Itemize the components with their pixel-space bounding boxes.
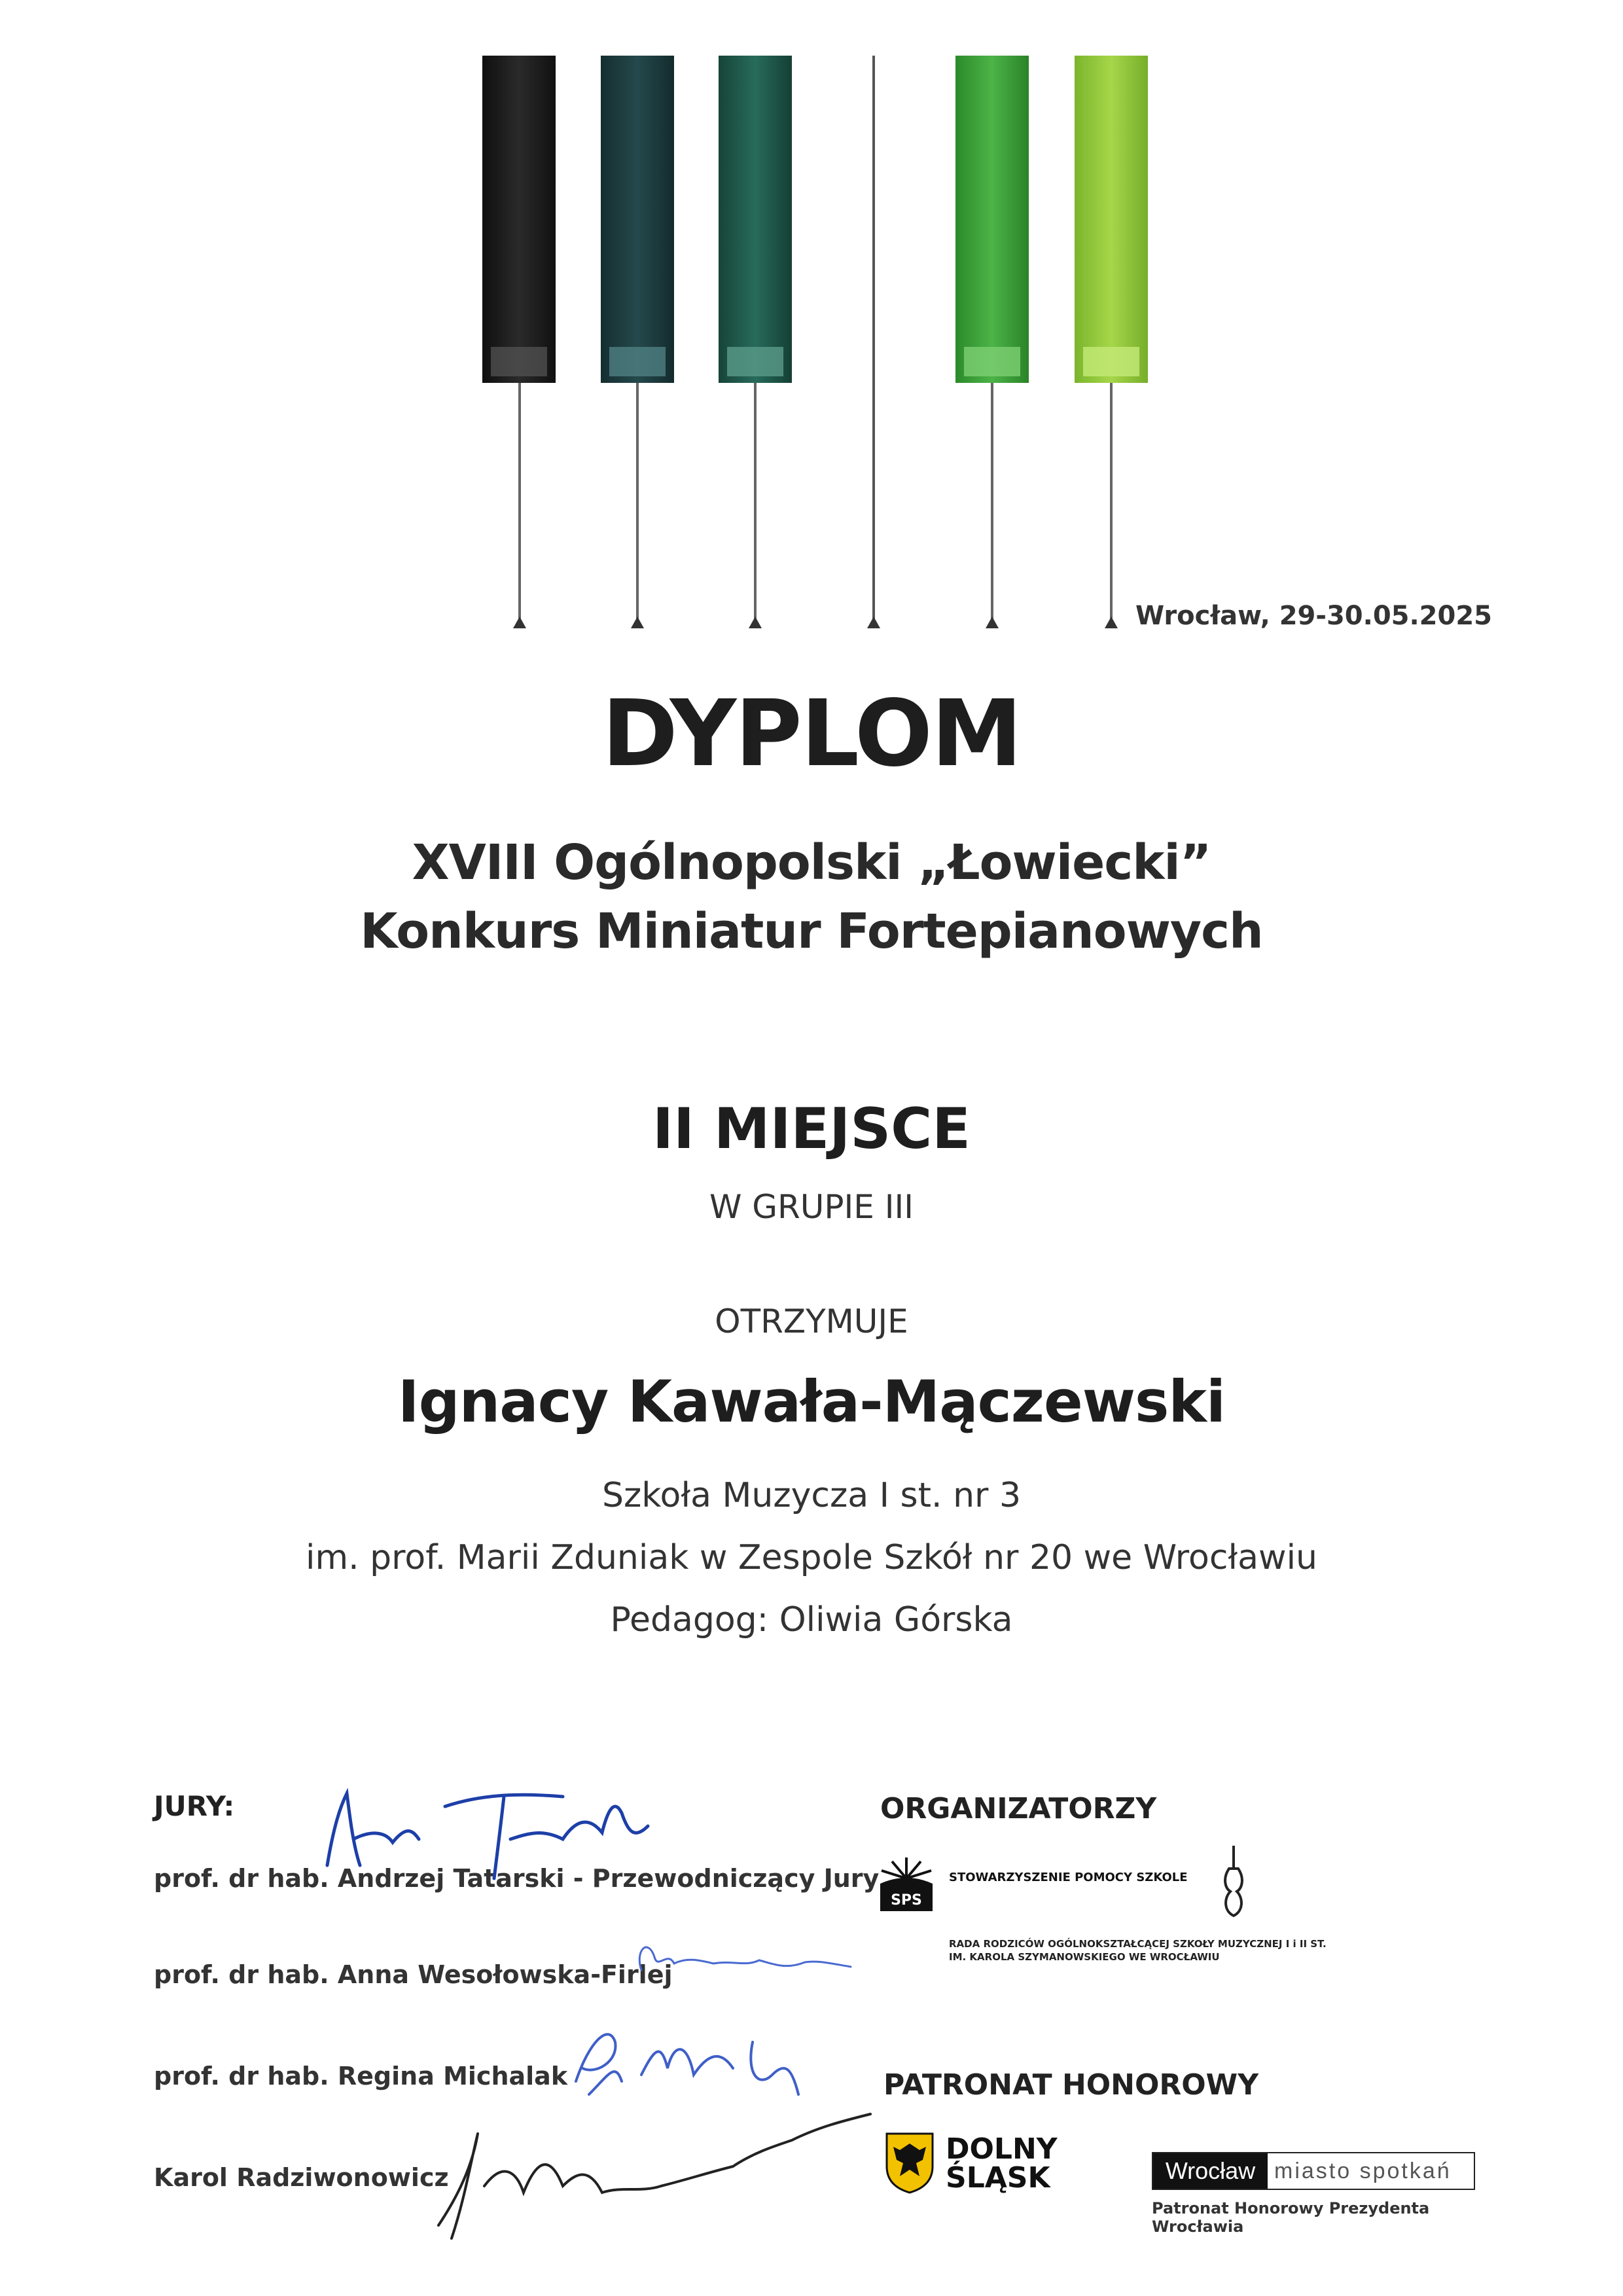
patronage-heading: PATRONAT HONOROWY [883, 2068, 1259, 2102]
wroclaw-logo [1152, 2152, 1475, 2190]
date-location: Wrocław, 29-30.05.2025 [1135, 601, 1492, 631]
dolny-slask-logo-text: DOLNY ŚLĄSK [946, 2132, 1058, 2195]
szkola-cello-logo [1217, 1842, 1250, 1921]
receives-label: OTRZYMUJE [715, 1302, 908, 1340]
rada-line2: IM. KAROLA SZYMANOWSKIEGO WE WROCŁAWIU [949, 1951, 1220, 1963]
school-line1: Szkoła Muzycza I st. nr 3 [601, 1476, 1022, 1515]
signature-wesolowska [628, 1924, 877, 1996]
jury-member-2: prof. dr hab. Anna Wesołowska-Firlej [154, 1960, 673, 1989]
wroclaw-logo-white: miasto spotkań [1274, 2159, 1452, 2183]
diploma-title: DYPLOM [601, 681, 1022, 787]
piano-key-2 [601, 56, 674, 628]
rada-line1: RADA RODZICÓW OGÓLNOKSZTAŁCĄCEJ SZKOŁY MUZYCZNEJ I i II ST. [949, 1938, 1327, 1950]
sps-name: STOWARZYSZENIE POMOCY SZKOLE [949, 1871, 1188, 1884]
award-group: W GRUPIE III [709, 1188, 914, 1226]
jury-member-3: prof. dr hab. Regina Michalak [154, 2062, 568, 2090]
competition-name-line1: XVIII Ogólnopolski „Łowiecki” [412, 834, 1211, 891]
jury-member-4: Karol Radziwonowicz [154, 2163, 449, 2192]
piano-key-5 [1075, 56, 1148, 628]
piano-keys-graphic [0, 0, 1623, 655]
award-place: II MIEJSCE [652, 1096, 971, 1162]
teacher-name: Pedagog: Oliwia Górska [610, 1600, 1013, 1640]
signature-radziwonowicz [425, 2094, 897, 2265]
wroclaw-logo-black: Wrocław [1153, 2153, 1268, 2189]
recipient-name: Ignacy Kawała-Mączewski [397, 1368, 1226, 1435]
jury-member-1: prof. dr hab. Andrzej Tatarski - Przewodniczący Jury [154, 1864, 880, 1893]
school-line2: im. prof. Marii Zduniak w Zespole Szkół nr 20 we Wrocławiu [306, 1538, 1317, 1577]
organizers-heading: ORGANIZATORZY [880, 1792, 1157, 1825]
piano-key-4 [955, 56, 1029, 628]
signature-tatarski [314, 1767, 681, 1898]
sps-logo [874, 1852, 939, 1918]
jury-heading: JURY: [154, 1790, 235, 1822]
svg-text:SPS: SPS [891, 1892, 922, 1909]
competition-name-line2: Konkurs Miniatur Fortepianowych [360, 903, 1263, 960]
piano-key-1 [482, 56, 556, 628]
piano-key-3 [719, 56, 792, 628]
rada-rodzicow-text [949, 1937, 1407, 1964]
piano-key-gap-line [867, 56, 880, 628]
dolny-slask-eagle-icon [883, 2130, 936, 2196]
wroclaw-patronage-caption: Patronat Honorowy Prezydenta Wrocławia [1152, 2199, 1430, 2236]
